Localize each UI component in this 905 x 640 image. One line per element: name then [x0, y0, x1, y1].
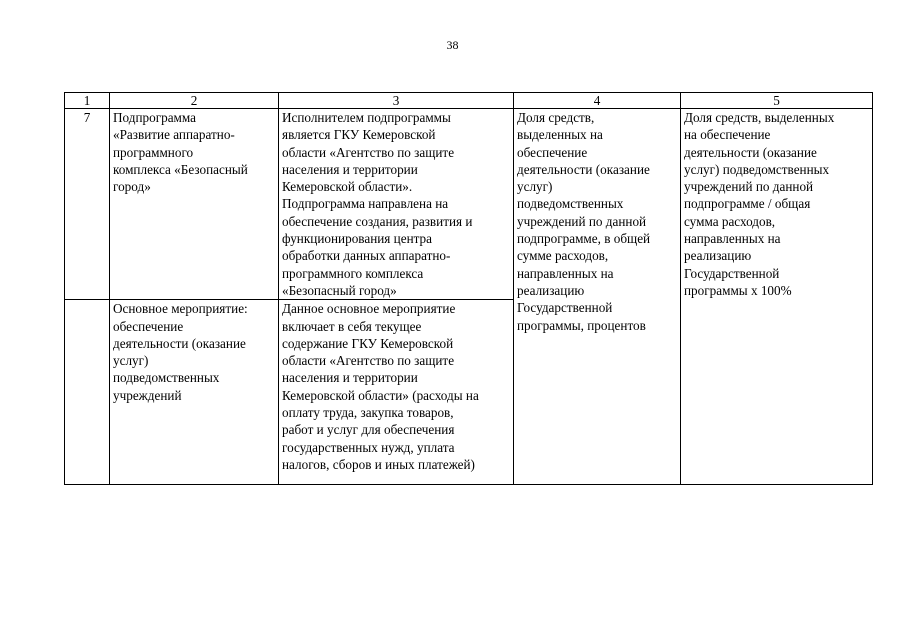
subprogram-description-cell: Исполнителем подпрограммы является ГКУ Кемеровской области «Агентство по защите населения и территории Кемеровской области». Подпрограмма направлена на обеспечение создания, развития и функционирования центра обработки данных аппаратно- программного комплекса «Безопасный город» [279, 109, 514, 300]
empty-number-cell [65, 300, 110, 485]
column-header-1: 1 [65, 93, 110, 109]
indicator-cell: Доля средств, выделенных на обеспечение деятельности (оказание услуг) подведомственных учреждений по данной подпрограмме, в общей сумме расходов, направленных на реализацию Государственной программы, процентов [514, 109, 681, 485]
table-header-row [65, 93, 873, 109]
row-number-cell: 7 [65, 109, 110, 300]
formula-cell: Доля средств, выделенных на обеспечение деятельности (оказание услуг) подведомственных учреждений по данной подпрограмме / общая сумма расходов, направленных на реализацию Государственной программы x 100% [681, 109, 873, 485]
page-number: 38 [446, 38, 459, 52]
document-table [64, 92, 873, 485]
main-event-name-cell: Основное мероприятие: обеспечение деятельности (оказание услуг) подведомственных учреждений [110, 300, 279, 485]
table-row [65, 109, 873, 300]
column-header-3: 3 [279, 93, 514, 109]
main-event-description-cell: Данное основное мероприятие включает в себя текущее содержание ГКУ Кемеровской области «Агентство по защите населения и территории Кемеровской области» (расходы на оплату труда, закупка товаров, работ и услуг для обеспечения государственных нужд, уплата налогов, сборов и иных платежей) [279, 300, 514, 485]
column-header-4: 4 [514, 93, 681, 109]
column-header-5: 5 [681, 93, 873, 109]
column-header-2: 2 [110, 93, 279, 109]
subprogram-name-cell: Подпрограмма «Развитие аппаратно- программного комплекса «Безопасный город» [110, 109, 279, 300]
